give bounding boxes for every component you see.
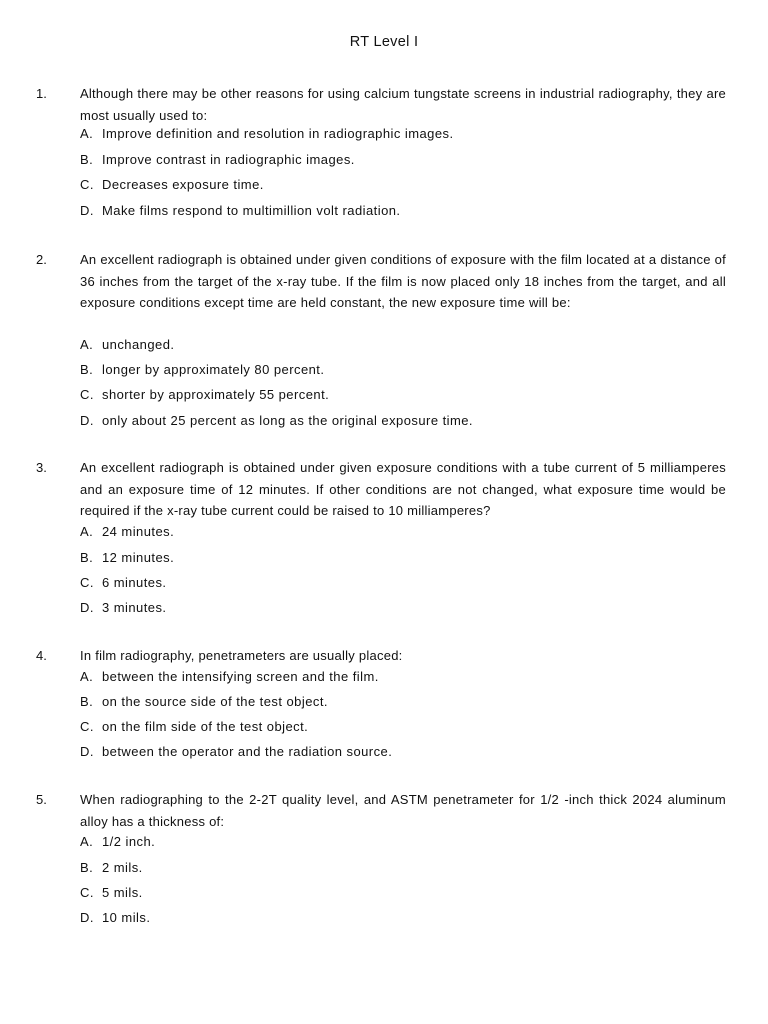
option-b [80, 860, 143, 875]
option-a [80, 126, 454, 141]
option-c [80, 177, 264, 192]
option-text: between the operator and the radiation source. [102, 744, 393, 759]
option-text: only about 25 percent as long as the original exposure time. [102, 413, 473, 428]
option-letter: B. [80, 550, 94, 565]
option-text: 10 mils. [102, 910, 151, 925]
option-letter: C. [80, 575, 94, 590]
option-text: unchanged. [102, 337, 175, 352]
option-letter: B. [80, 152, 94, 167]
option-letter: C. [80, 387, 94, 402]
page-title: RT Level I [349, 34, 419, 50]
option-a [80, 337, 174, 352]
question-number: 4. [36, 648, 47, 663]
question-text: An excellent radiograph is obtained under given conditions of exposure with the film located at a distance of 36 inches from the target of the x-ray tube. If the film is now placed only 18 inches from the target, and all exposure conditions except time are held constant, the new exposure time will be: [80, 252, 726, 310]
option-c [80, 387, 329, 402]
option-c [80, 719, 308, 734]
option-text: 2 mils. [102, 860, 143, 875]
option-letter: A. [80, 834, 94, 849]
option-text: longer by approximately 80 percent. [102, 362, 325, 377]
question-text: When radiographing to the 2-2T quality level, and ASTM penetrameter for 1/2 -inch thick 2024 aluminum alloy has a thickness of: [80, 792, 726, 829]
option-letter: C. [80, 177, 94, 192]
option-c [80, 575, 166, 590]
option-text: on the source side of the test object. [102, 694, 328, 709]
question-text: An excellent radiograph is obtained under given exposure conditions with a tube current of 5 milliamperes and an exposure time of 12 minutes. If other conditions are not changed, what exposure time would be required if the x-ray tube current could be raised to 10 milliamperes? [80, 460, 726, 518]
option-text: on the film side of the test object. [102, 719, 309, 734]
option-letter: A. [80, 524, 94, 539]
question-number: 1. [36, 86, 47, 101]
option-a [80, 524, 174, 539]
option-letter: A. [80, 126, 94, 141]
question-text: Although there may be other reasons for using calcium tungstate screens in industrial radiography, they are most usually used to: [80, 86, 726, 123]
option-text: Make films respond to multimillion volt radiation. [102, 203, 401, 218]
option-letter: A. [80, 669, 94, 684]
option-text: 5 mils. [102, 885, 143, 900]
option-text: Improve definition and resolution in radiographic images. [102, 126, 454, 141]
option-letter: C. [80, 885, 94, 900]
question-number: 2. [36, 252, 47, 267]
question-text: In film radiography, penetrameters are usually placed: [80, 648, 403, 663]
option-b [80, 550, 174, 565]
option-letter: B. [80, 362, 94, 377]
question-number: 3. [36, 460, 47, 475]
option-d [80, 600, 166, 615]
option-text: 1/2 inch. [102, 834, 156, 849]
option-letter: D. [80, 203, 94, 218]
option-b [80, 152, 355, 167]
option-d [80, 203, 401, 218]
option-a [80, 669, 379, 684]
option-text: 6 minutes. [102, 575, 167, 590]
option-letter: D. [80, 413, 94, 428]
option-text: 3 minutes. [102, 600, 167, 615]
option-text: between the intensifying screen and the film. [102, 669, 379, 684]
option-d [80, 744, 392, 759]
option-text: 24 minutes. [102, 524, 175, 539]
option-text: 12 minutes. [102, 550, 175, 565]
option-letter: B. [80, 860, 94, 875]
option-letter: B. [80, 694, 94, 709]
option-b [80, 694, 328, 709]
option-text: Improve contrast in radiographic images. [102, 152, 355, 167]
option-b [80, 362, 324, 377]
option-d [80, 413, 473, 428]
option-text: shorter by approximately 55 percent. [102, 387, 330, 402]
option-a [80, 834, 155, 849]
option-letter: D. [80, 600, 94, 615]
option-letter: D. [80, 910, 94, 925]
option-c [80, 885, 143, 900]
option-letter: A. [80, 337, 94, 352]
option-letter: D. [80, 744, 94, 759]
question-number: 5. [36, 792, 47, 807]
option-letter: C. [80, 719, 94, 734]
option-text: Decreases exposure time. [102, 177, 264, 192]
option-d [80, 910, 150, 925]
